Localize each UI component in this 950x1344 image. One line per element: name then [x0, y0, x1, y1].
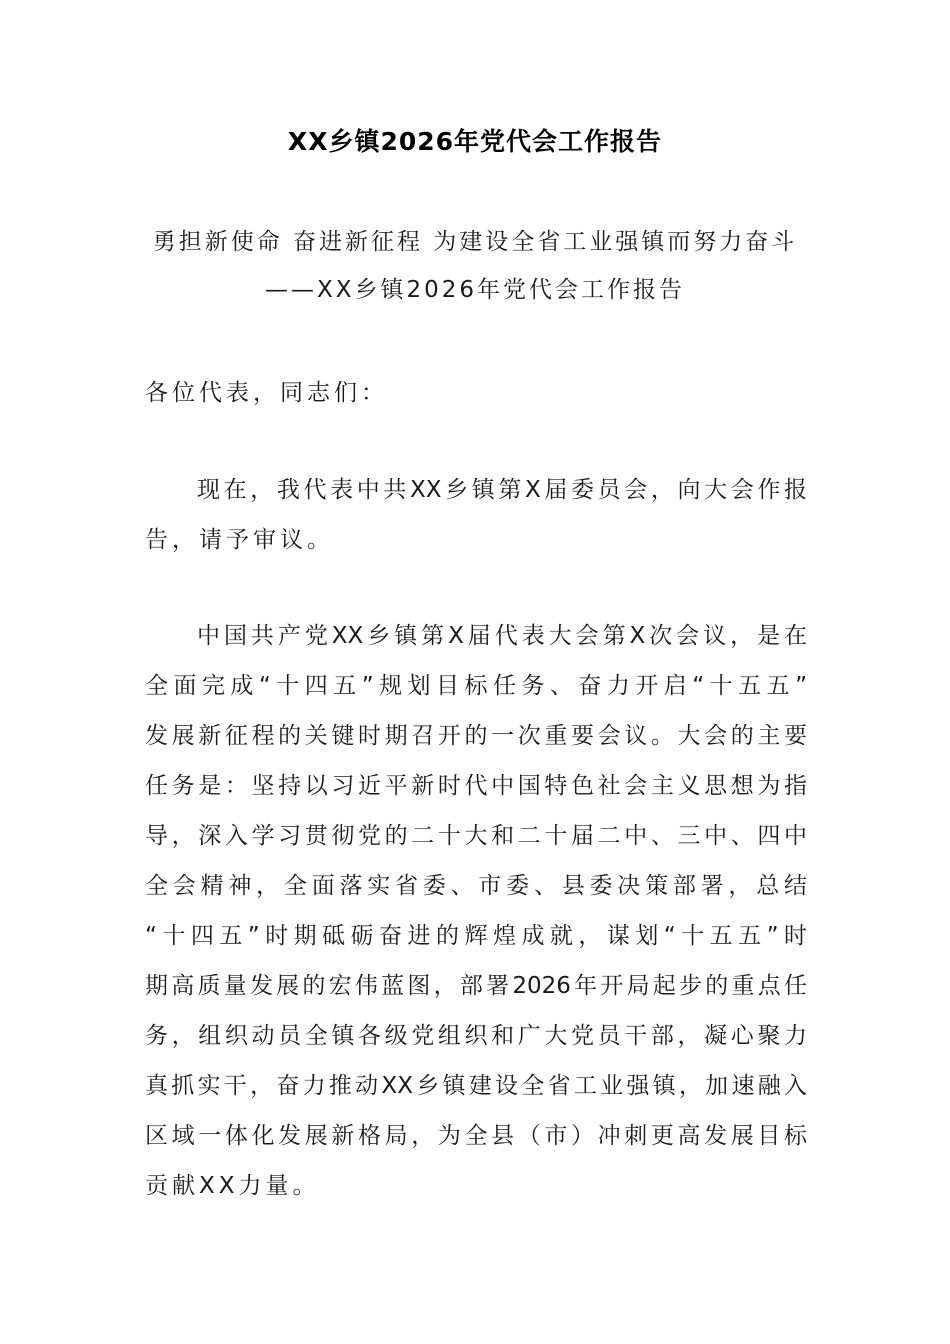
paragraph-1-line-2: 告，请予审议。: [145, 527, 334, 553]
report-subtitle-secondary: ——XX乡镇2026年党代会工作报告: [264, 277, 686, 303]
salutation: 各位代表，同志们：: [145, 380, 388, 406]
paragraph-2-line-3: 发展新征程的关键时期召开的一次重要会议。大会的主要: [145, 723, 807, 749]
paragraph-2-line-1: 中国共产党XX乡镇第X届代表大会第X次会议，是在: [197, 623, 807, 649]
paragraph-2-line-10: 真抓实干，奋力推动XX乡镇建设全省工业强镇，加速融入: [145, 1073, 807, 1099]
paragraph-2-line-2: 全面完成“十四五”规划目标任务、奋力开启“十五五”: [145, 673, 807, 699]
paragraph-2-line-11: 区域一体化发展新格局，为全县（市）冲刺更高发展目标: [145, 1123, 807, 1149]
paragraph-2-line-7: “十四五”时期砥砺奋进的辉煌成就，谋划“十五五”时: [145, 923, 807, 949]
paragraph-2-line-8: 期高质量发展的宏伟蓝图，部署2026年开局起步的重点任: [145, 973, 807, 999]
paragraph-2-line-5: 导，深入学习贯彻党的二十大和二十届二中、三中、四中: [145, 823, 807, 849]
paragraph-2-line-9: 务，组织动员全镇各级党组织和广大党员干部，凝心聚力: [145, 1023, 807, 1049]
paragraph-2-line-6: 全会精神，全面落实省委、市委、县委决策部署，总结: [145, 873, 807, 899]
document-title: XX乡镇2026年党代会工作报告: [287, 127, 663, 156]
paragraph-2-line-12: 贡献XX力量。: [145, 1173, 320, 1199]
paragraph-1-line-1: 现在，我代表中共XX乡镇第X届委员会，向大会作报: [197, 477, 807, 503]
report-subtitle: 勇担新使命 奋进新征程 为建设全省工业强镇而努力奋斗: [152, 229, 798, 255]
paragraph-2-line-4: 任务是：坚持以习近平新时代中国特色社会主义思想为指: [145, 773, 807, 799]
